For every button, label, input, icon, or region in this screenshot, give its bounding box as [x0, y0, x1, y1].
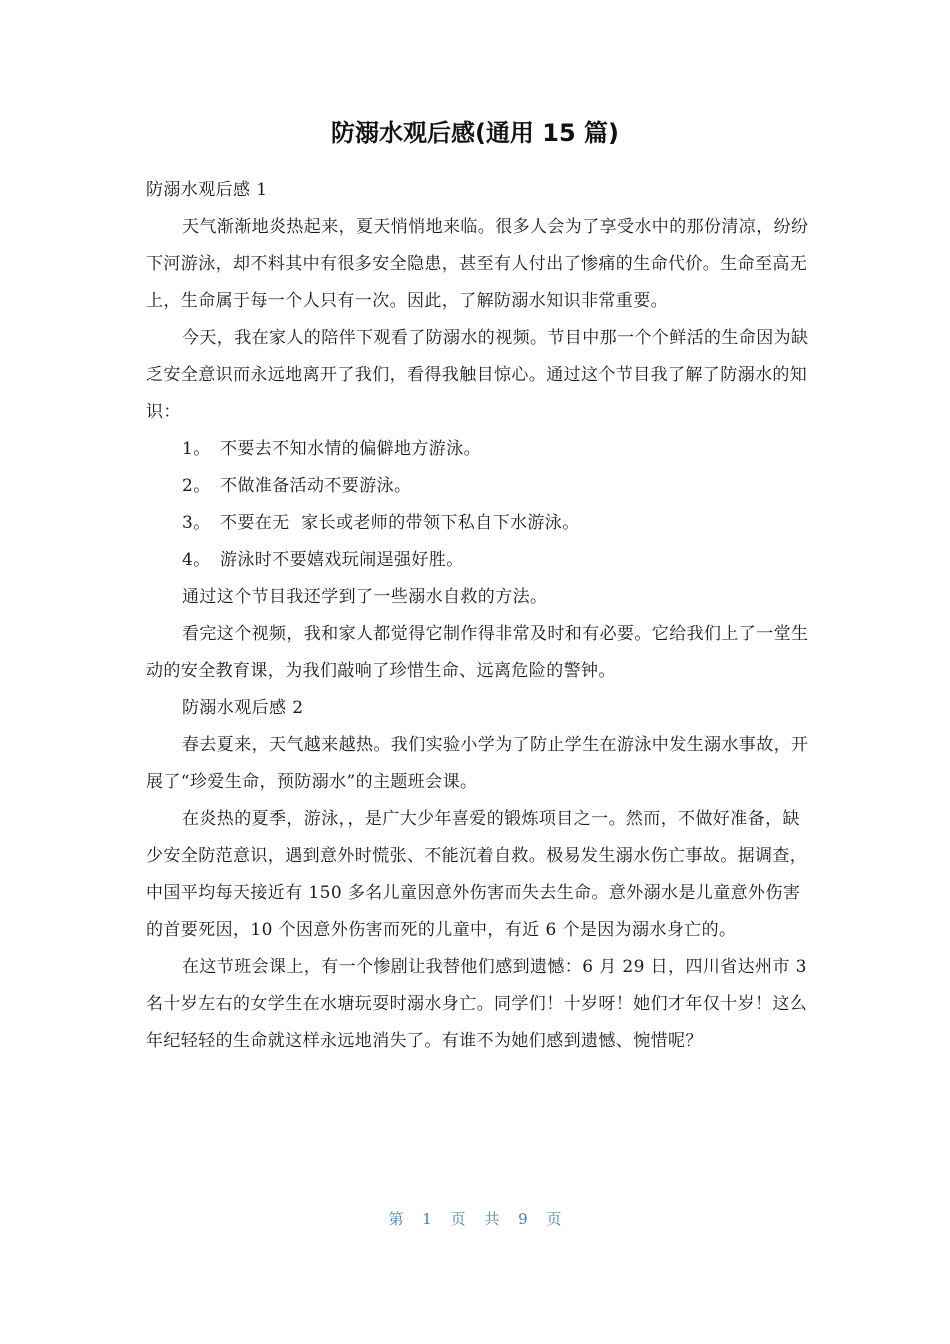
list-item [146, 468, 810, 505]
page-number-footer: 第 1 页 共 9 页 [388, 1210, 562, 1228]
paragraph: 通过这个节目我还学到了一些溺水自救的方法。 [182, 587, 548, 607]
paragraph: 在这节班会课上，有一个惨剧让我替他们感到遗憾：6 月 29 日，四川省达州市 3 名十岁左右的女学生在水塘玩耍时溺水身亡。同学们！十岁呀！她们才年仅十岁！这么年纪轻轻的生命就这样永远地消失了。有谁不为她们感到遗憾、惋惜呢？ [146, 957, 808, 1051]
section-heading: 防溺水观后感 1 [146, 180, 268, 200]
paragraph: 在炎热的夏季，游泳，，是广大少年喜爱的锻炼项目之一。然而，不做好准备，缺少安全防范意识，遇到意外时慌张、不能沉着自救。极易发生溺水伤亡事故。据调查，中国平均每天接近有 150 多名儿童因意外伤害而失去生命。意外溺水是儿童意外伤害的首要死因，10 个因意外伤害而死的儿童中，有近 6 个是因为溺水身亡的。 [146, 809, 808, 940]
document-title: 防溺水观后感(通用 15 篇) [330, 119, 620, 147]
list-item-text: 游泳时不要嬉戏玩闹逞强好胜。 [220, 550, 464, 570]
document-body [146, 172, 810, 1060]
paragraph: 春去夏来，天气越来越热。我们实验小学为了防止学生在游泳中发生溺水事故，开展了“珍爱生命，预防溺水”的主题班会课。 [146, 735, 809, 792]
list-item-number: 4。 [182, 550, 211, 570]
list-item [146, 542, 810, 579]
list-item [146, 431, 810, 468]
paragraph: 天气渐渐地炎热起来，夏天悄悄地来临。很多人会为了享受水中的那份清凉，纷纷下河游泳，却不料其中有很多安全隐患，甚至有人付出了惨痛的生命代价。生命至高无上，生命属于每一个人只有一次。因此，了解防溺水知识非常重要。 [146, 217, 809, 311]
list-item-text: 不要去不知水情的偏僻地方游泳。 [220, 439, 481, 459]
list-item-number: 2。 [182, 476, 211, 496]
paragraph: 看完这个视频，我和家人都觉得它制作得非常及时和有必要。它给我们上了一堂生动的安全教育课，为我们敲响了珍惜生命、远离危险的警钟。 [146, 624, 809, 681]
list-item-number: 3。 [182, 513, 211, 533]
paragraph: 今天，我在家人的陪伴下观看了防溺水的视频。节目中那一个个鲜活的生命因为缺乏安全意识而永远地离开了我们，看得我触目惊心。通过这个节目我了解了防溺水的知识： [146, 328, 809, 422]
list-item-text: 不要在无 家长或老师的带领下私自下水游泳。 [220, 513, 580, 533]
section-heading: 防溺水观后感 2 [182, 698, 304, 718]
list-item-text: 不做准备活动不要游泳。 [220, 476, 412, 496]
list-item-number: 1。 [182, 439, 211, 459]
list-item [146, 505, 810, 542]
